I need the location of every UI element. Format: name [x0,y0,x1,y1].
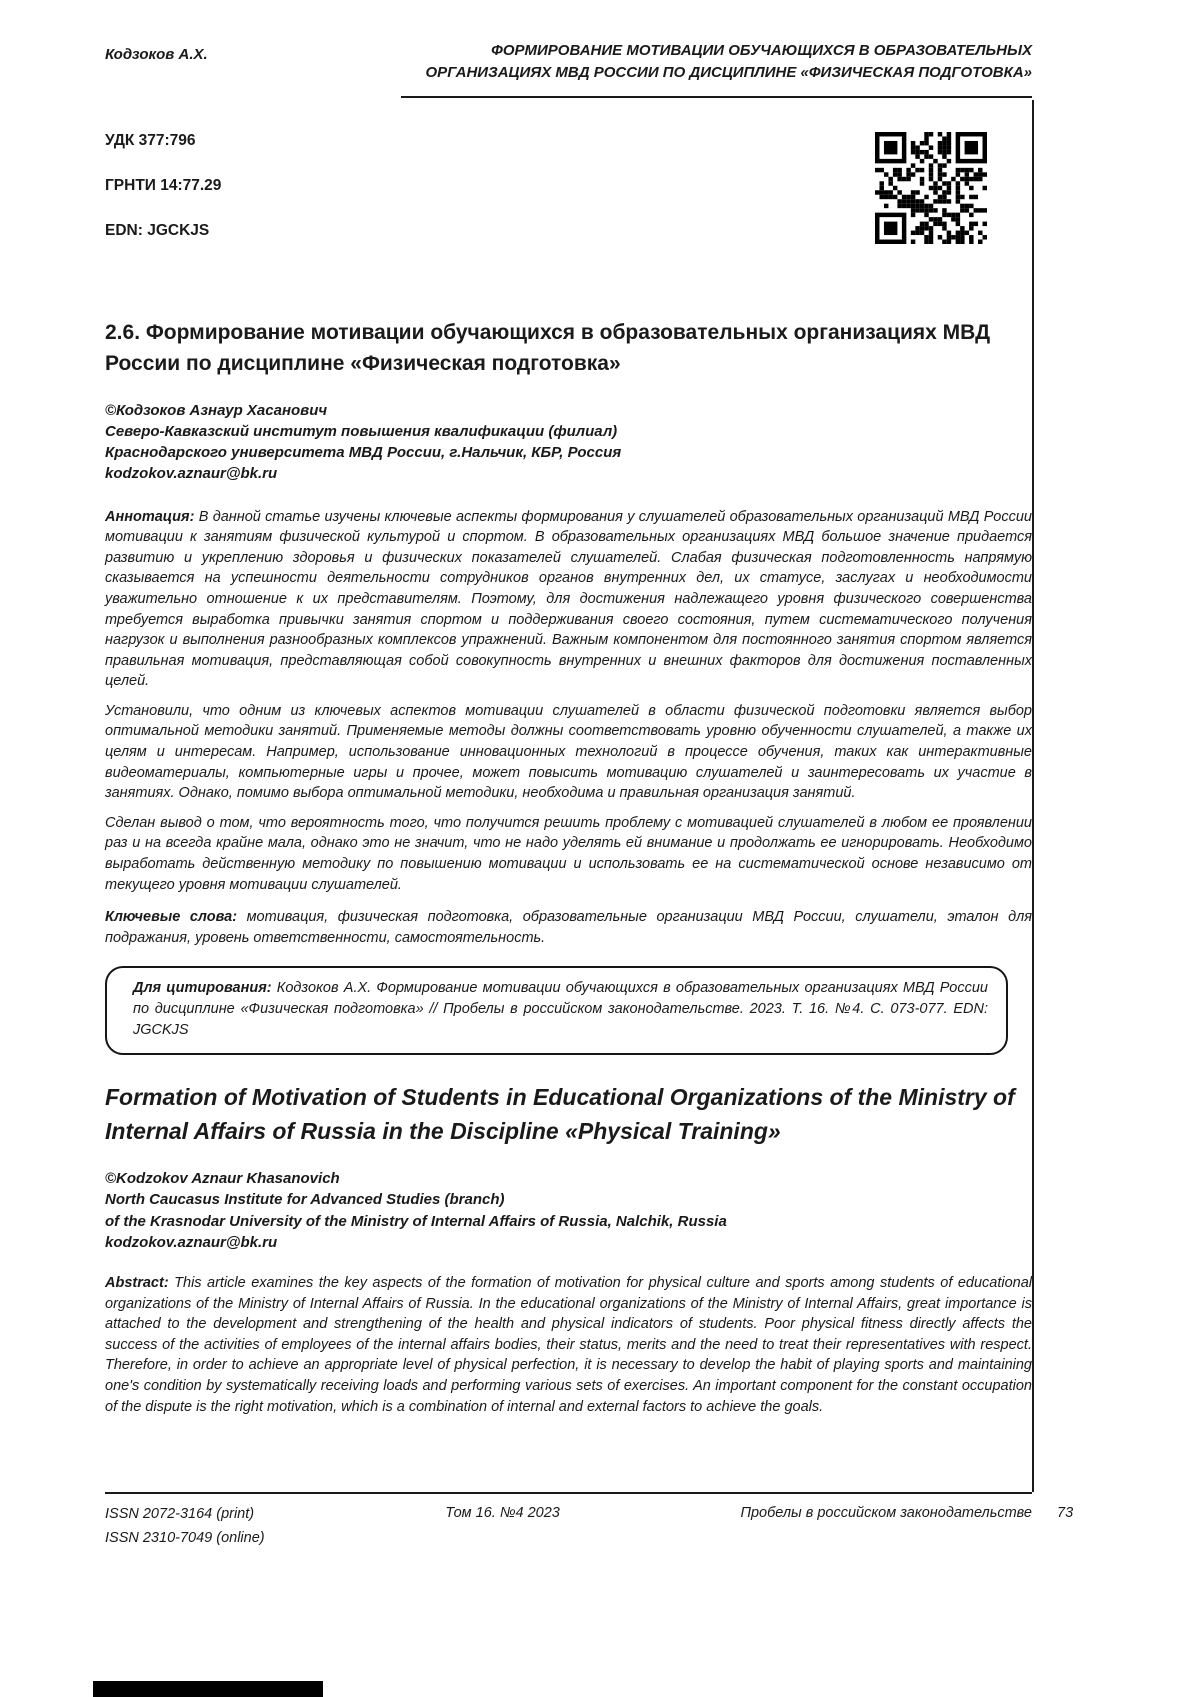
grnti-code: ГРНТИ 14:77.29 [105,176,222,194]
abstract-label: Abstract: [105,1275,169,1292]
abstract-paragraph [105,1273,1032,1417]
scan-artifact-bar [93,1681,323,1697]
author-affiliation-ru-1: Северо-Кавказский институт повышения квалификации (филиал) [105,422,618,440]
running-title-line2: ОРГАНИЗАЦИЯХ МВД РОССИИ ПО ДИСЦИПЛИНЕ «ФИЗИЧЕСКАЯ ПОДГОТОВКА» [425,63,1032,81]
meta-codes [105,132,221,267]
right-vertical-rule [1032,100,1034,1492]
article-meta [105,132,1032,267]
page-footer [105,1492,1074,1551]
annotation-paragraph-2: Установили, что одним из ключевых аспектов мотивации слушателей в области физической подготовки является выбор оптимальной методики занятий. Применяемые методы должны соответствовать уровню обученности слушателей, а также их целям и интересам. Например, использование инновационных технологий в процессе обучения, таких как интерактивные видеоматериалы, компьютерные игры и прочее, может повысить мотивацию слушателей и заинтересовать их участие в занятиях. Однако, помимо выбора оптимальной методики, необходима и правильная организация занятий. [105,702,1032,802]
issn-block [105,1503,265,1551]
article-title-en: Formation of Motivation of Students in Educational Organizations of the Ministry of Internal Affairs of Russia in the Discipline «Physical Training» [105,1084,1015,1144]
edn-code: EDN: JGCKJS [105,221,210,239]
keywords-label: Ключевые слова: [105,909,238,926]
running-author: Кодзоков А.Х. [105,46,208,63]
annotation-label: Аннотация: [105,508,195,525]
running-header [105,40,1032,84]
authors-block-ru [105,400,1032,485]
issn-print: ISSN 2072-3164 (print) [105,1506,255,1522]
abstract-section [105,1273,1032,1417]
author-name-en: ©Kodzokov Aznaur Khasanovich [105,1169,340,1187]
citation-box [105,966,1008,1055]
keywords-text: мотивация, физическая подготовка, образовательные организации МВД России, слушатели, эталон для подражания, уровень ответственности, самостоятельность. [105,909,1033,946]
footer-row [105,1503,1032,1551]
running-title [426,40,1032,84]
qr-code-icon [875,132,987,244]
author-affiliation-en-1: North Caucasus Institute for Advanced Studies (branch) [105,1191,505,1209]
annotation-paragraph-3: Сделан вывод о том, что вероятность того, что получится решить проблему с мотивацией слушателей в любом ее проявлении раз и на всегда крайне мала, однако это не значит, что не надо уделять ей внимание и продолжать ее игнорировать. Необходимо выработать действенную методику по повышению мотивации и использовать ее на систематической основе независимо от текущего уровня мотивации слушателей. [105,814,1032,893]
authors-block-en [105,1168,1032,1253]
annotation-text-1: В данной статье изучены ключевые аспекты формирования у слушателей образовательных организаций МВД России мотивации к занятиям физической культурой и спортом. В образовательных организациях МВД большое значение придается развитию и укреплению здоровья и физических показателей слушателей. Слабая физическая подготовленность напрямую сказывается на успешности деятельности сотрудников органов внутренних дел, их статусе, заслугах и необходимости уважительно отношение к их представителям. Поэтому, для достижения надлежащего уровня физического совершенства требуется выработка привычки занятия спортом и поддерживания своего состояния, путем систематического получения нагрузок и выполнения разнообразных комплексов упражнений. Важным компонентом для постоянного занятия спортом является правильная мотивация, представляющая собой совокупность внутренних и внешних факторов для достижения поставленных целей. [105,508,1032,690]
annotation-paragraph-1 [105,507,1032,692]
page-number: 73 [1057,1505,1074,1521]
journal-name: Пробелы в российском законодательстве [740,1505,1032,1521]
article-title-ru: 2.6. Формирование мотивации обучающихся в образовательных организациях МВД России по дисциплине «Физическая подготовка» [105,320,991,375]
qr-code-svg [875,132,987,244]
author-name-ru: ©Кодзоков Азнаур Хасанович [105,401,328,419]
citation-label: Для цитирования: [133,980,272,997]
keywords-section [105,907,1032,948]
author-email-ru: kodzokov.aznaur@bk.ru [105,465,278,483]
citation-text: Кодзоков А.Х. Формирование мотивации обучающихся в образовательных организациях МВД России по дисциплине «Физическая подготовка» // Пробелы в российском законодательстве. 2023. Т. 16. №4. С. 073-077. EDN: JGCKJS [133,980,988,1039]
keywords-paragraph [105,907,1032,948]
header-rule [401,96,1032,98]
volume-info: Том 16. №4 2023 [445,1505,560,1521]
author-email-en: kodzokov.aznaur@bk.ru [105,1233,278,1251]
running-title-line1: ФОРМИРОВАНИЕ МОТИВАЦИИ ОБУЧАЮЩИХСЯ В ОБРАЗОВАТЕЛЬНЫХ [491,42,1032,59]
author-affiliation-en-2: of the Krasnodar University of the Ministry of Internal Affairs of Russia, Nalchik, Russia [105,1212,727,1230]
abstract-text: This article examines the key aspects of the formation of motivation for physical culture and sports among students of educational organizations of the Ministry of Internal Affairs of Russia. In the educational organizations of the Ministry of Internal Affairs, great importance is attached to the development and strengthening of the health and physical indicators of students. Poor physical fitness directly affects the success of the activities of employees of the internal affairs bodies, their status, merits and the need to treat their representatives with respect. Therefore, in order to achieve an appropriate level of physical perfection, it is necessary to develop the habit of playing sports and maintaining one's condition by systematically receiving loads and performing various sets of exercises. An important component for the constant occupation of the dispute is the right motivation, which is a combination of internal and external factors to achieve the goals. [105,1275,1033,1415]
issn-online: ISSN 2310-7049 (online) [105,1529,265,1546]
annotation-section [105,507,1032,895]
udk-code: УДК 377:796 [105,131,196,149]
author-affiliation-ru-2: Краснодарского университета МВД России, г.Нальчик, КБР, Россия [105,444,622,462]
